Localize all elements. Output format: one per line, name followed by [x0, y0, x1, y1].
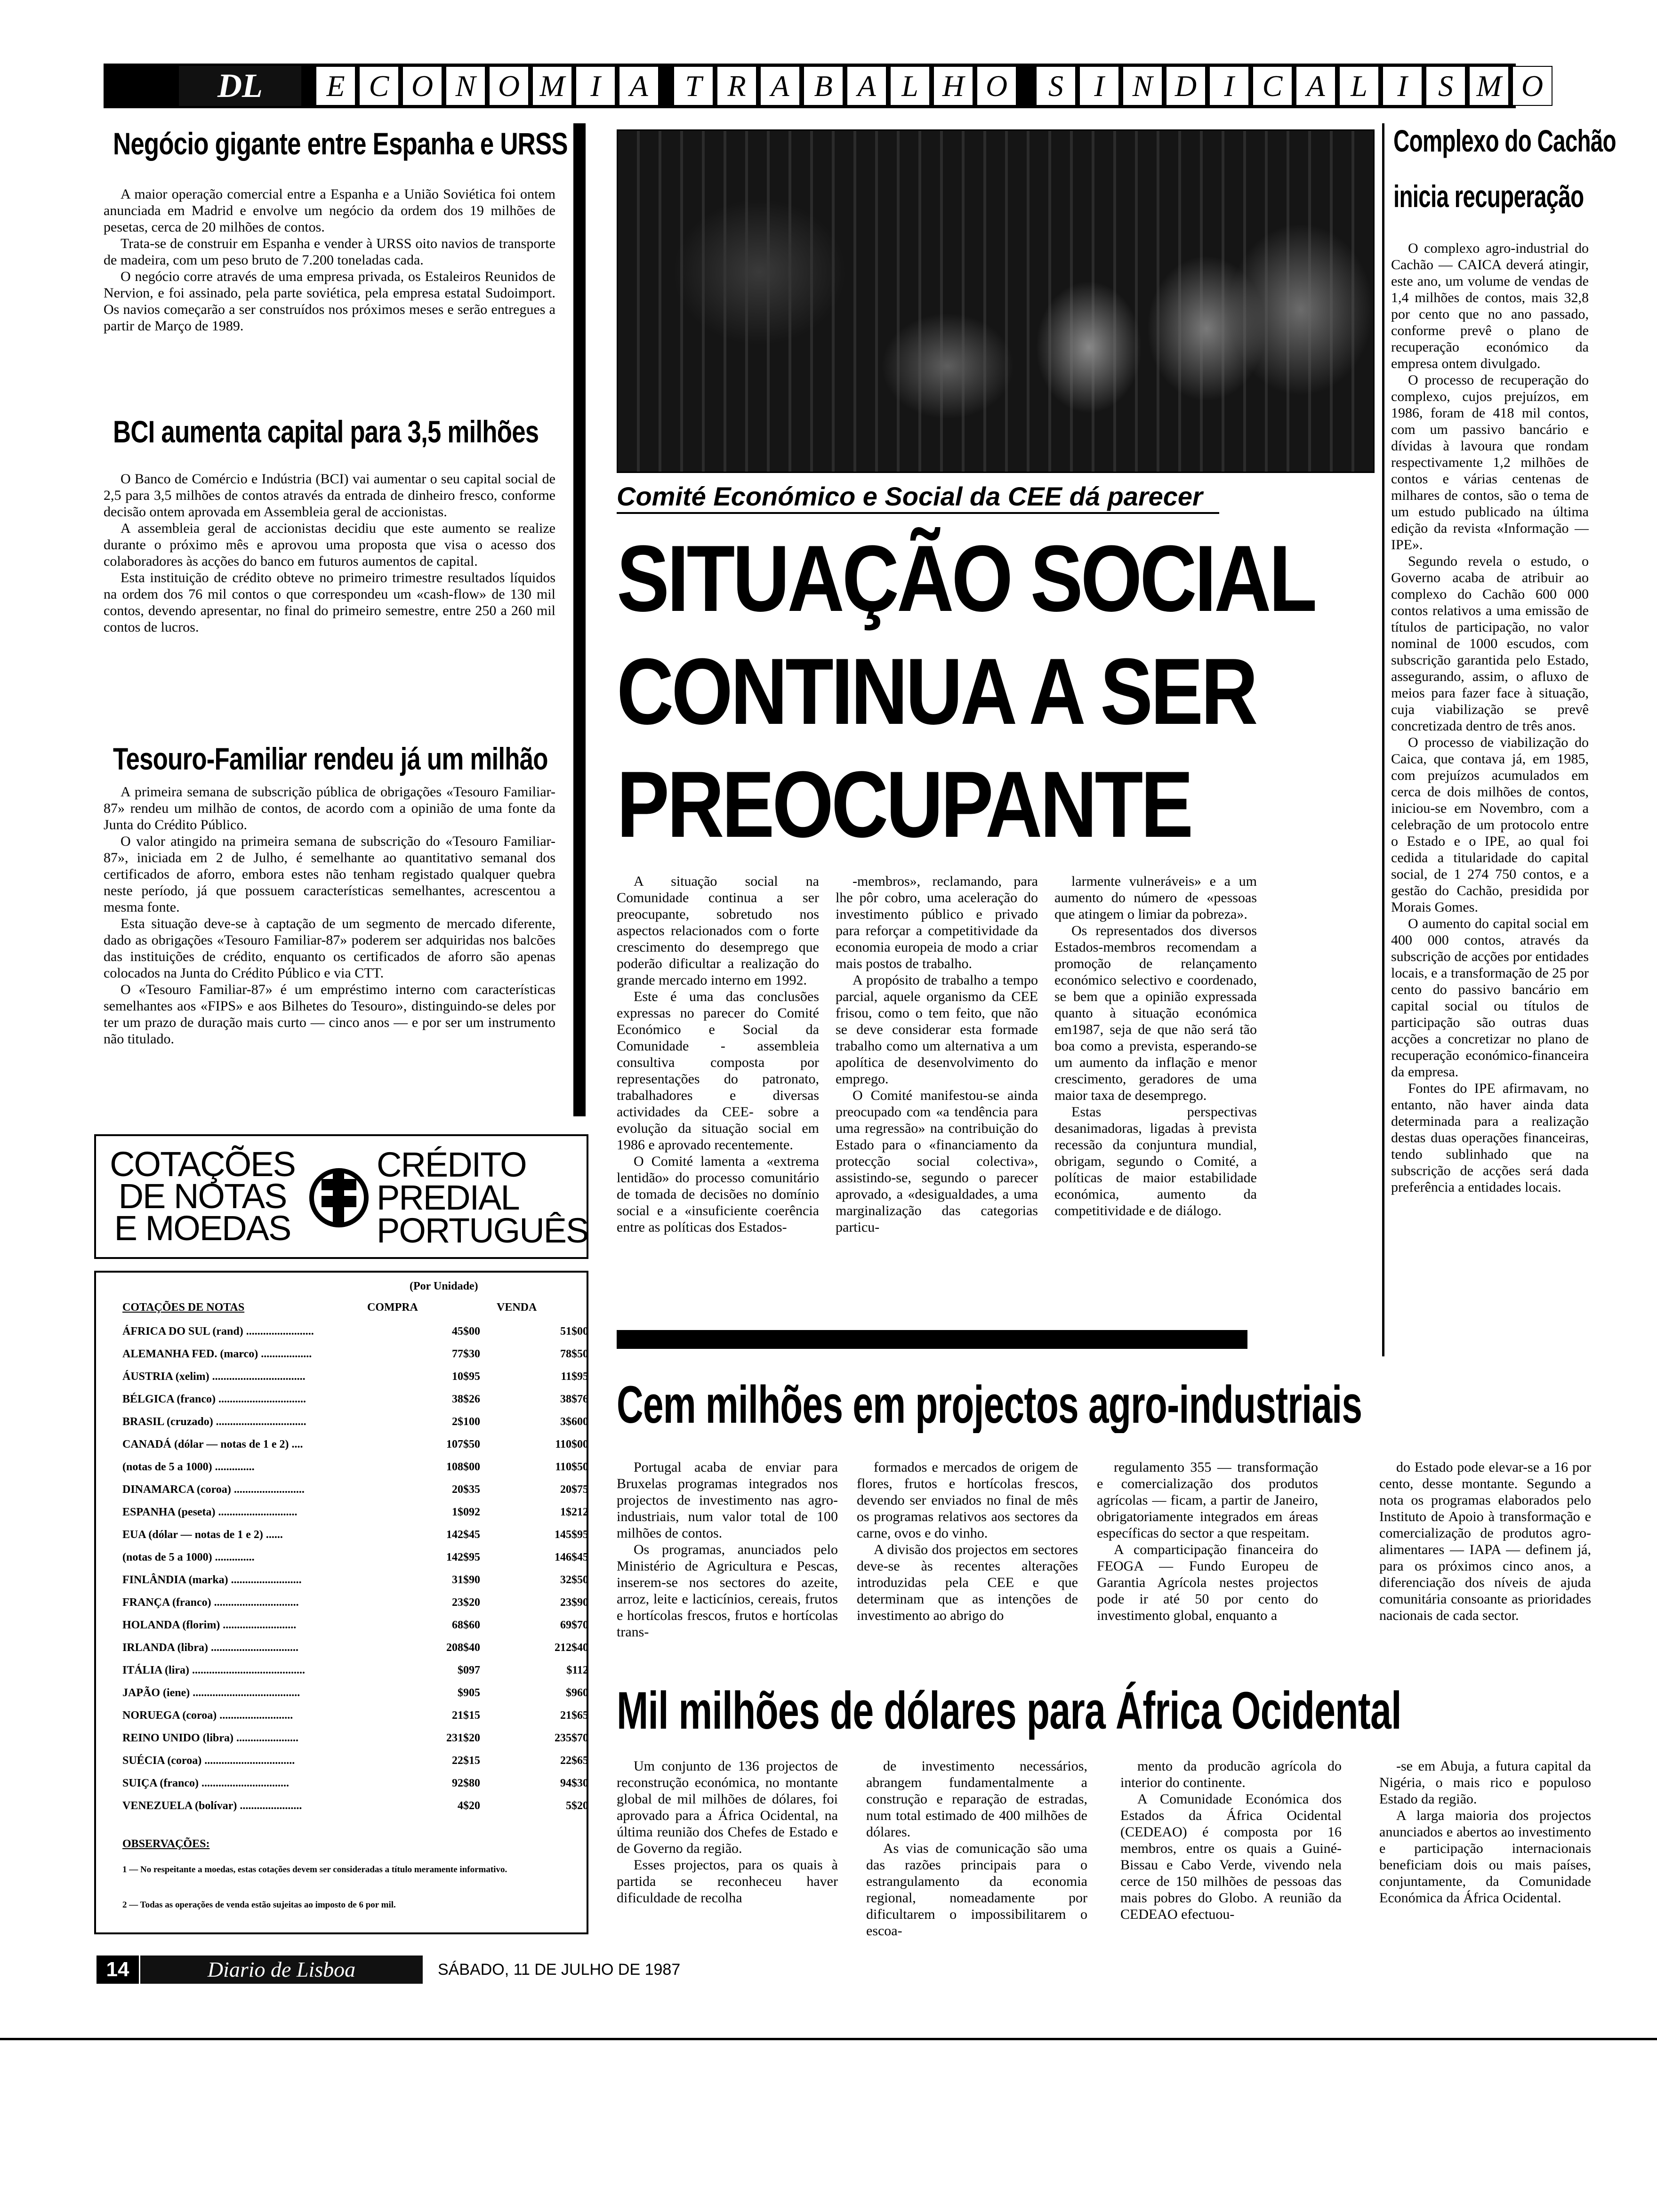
buy-rate: 20$35 [452, 1483, 480, 1496]
unit-note: (Por Unidade) [410, 1280, 478, 1292]
paragraph: -se em Abuja, a futura capital da Nigéria, o mais rico e populoso Estado da região. [1379, 1758, 1591, 1807]
paragraph: A Comunidade Económica dos Estados da África Ocidental (CEDEAO) é composta por 16 membros, entre os quais a Guiné-Bissau e Cabo Verde, vivendo nela cerce de 150 milhões de pessoas das mais pobres do Globo. A reunião da CEDEAO efectuou- [1120, 1791, 1342, 1922]
cee-col-1 [617, 873, 819, 1325]
paragraph: Um conjunto de 136 projectos de reconstrução económica, no montante global de mil milhões de dólares, foi aprovado para a África Ocidental, na última reunião dos Chefes de Estado e de Governo da região. [617, 1758, 838, 1856]
bci-body [104, 471, 555, 734]
currency-name: ESPANHA (peseta) ............................ [122, 1506, 298, 1518]
cee-kicker: Comité Económico e Social da CEE dá parecer [617, 481, 1203, 511]
rate-row [122, 1727, 588, 1749]
buy-rate: 208$40 [446, 1642, 480, 1654]
section-letter: B [803, 66, 844, 106]
paragraph: Portugal acaba de enviar para Bruxelas programas integrados nos projectos de investimento nas agro-industriais, num valor total de 100 milhões de contos. [617, 1459, 838, 1541]
section-letter: O [489, 66, 529, 106]
sell-rate: $112 [566, 1664, 588, 1676]
africa-col-2 [866, 1758, 1087, 1960]
cee-col-2 [836, 873, 1038, 1325]
cachao-body [1391, 240, 1589, 1360]
section-letter: A [846, 66, 887, 106]
section-letter: D [1166, 66, 1206, 106]
currency-name: (notas de 5 a 1000) .............. [122, 1551, 255, 1563]
paragraph: Trata-se de construir em Espanha e vender à URSS oito navios de transporte de madeira, com um peso bruto de 7.200 toneladas cada. [104, 236, 555, 268]
rate-row [122, 1749, 588, 1772]
paragraph: formados e mercados de origem de flores, frutos e hortícolas frescos, devendo ser enviados no final de mês os programas relativos aos sectores da carne, ovos e do vinho. [857, 1459, 1078, 1541]
bank-name [377, 1145, 588, 1250]
agro-col-3 [1097, 1459, 1318, 1675]
paragraph: O valor atingido na primeira semana de subscrição do «Tesouro Familiar-87», iniciada em 2 de Julho, é semelhante ao quantitativo semanal dos certificados de aforro, embora estes não tenham registado qualquer quebra neste período, já que possuem características semelhantes, acrescentou a mesma fonte. [104, 834, 555, 915]
section-letter: L [890, 66, 930, 106]
buy-rate: 21$15 [452, 1709, 480, 1722]
buy-rate: 2$100 [452, 1416, 480, 1428]
paragraph: O processo de recuperação do complexo, cujos prejuízos, em 1986, foram de 418 mil contos, com um passivo bancário e dívidas à lavoura que rondam respectivamente 1,2 milhões de contos e várias centenas de milhares de contos, são o tema de um estudo publicado na última edição da revista «Informação — IPE». [1391, 372, 1589, 553]
paragraph: O «Tesouro Familiar-87» é um empréstimo interno com características semelhantes aos «FIPS» e aos Bilhetes do Tesouro», distinguindo-se deles por ter um prazo de duração mais curto — cinco anos — e por ser um instrumento não titulado. [104, 982, 555, 1047]
currency-name: ALEMANHA FED. (marco) .................. [122, 1348, 312, 1360]
sell-rate: 11$95 [561, 1370, 588, 1383]
buy-rate: 23$20 [452, 1596, 480, 1609]
paragraph: O processo de viabilização do Caica, que contava já, em 1985, com prejuízos acumulados em cerca de dois milhões de contos, iniciou-se em Novembro, com a celebração de um protocolo entre o Estado e o IPE, ao qual foi cedida a titularidade do capital social, de 1 274 750 contos, e a gestão do Cachão, presidida por Morais Gomes. [1391, 735, 1589, 915]
sell-rate: $960 [566, 1687, 588, 1699]
section-economia [315, 66, 662, 106]
col-header-name: COTAÇÕES DE NOTAS [122, 1301, 245, 1314]
paragraph: -membros», reclamando, para lhe pôr cobro, uma aceleração do investimento público e privado para reforçar a competitividade da economia europeia de modo a criar mais postos de trabalho. [836, 874, 1038, 971]
paragraph: Os representados dos diversos Estados-membros recomendam a promoção de relançamento económico selectivo e coordenado, se bem que a opinião expressada quanto à situação económica em1987, seja de que não será tão boa como a prevista, esperando-se um aumento da inflação e menor crescimento, geradores de uma maior taxa de desemprego. [1054, 923, 1257, 1103]
sell-rate: 1$212 [560, 1506, 588, 1518]
rate-row [122, 1388, 588, 1411]
rate-row [122, 1411, 588, 1433]
sell-rate: 235$70 [555, 1732, 588, 1744]
paragraph: O complexo agro-industrial do Cachão — CAICA deverá atingir, este ano, um volume de vendas de 1,4 milhões de contos, mais 32,8 por cento que no ano passado, conforme prevê o plano de recuperação económico da empresa ontem divulgado. [1391, 240, 1589, 371]
rate-row [122, 1636, 588, 1659]
rate-row [122, 1501, 588, 1523]
bank-logo-icon [308, 1151, 370, 1245]
paragraph: A assembleia geral de accionistas decidiu que este aumento se realize durante o próximo mês e aprovou uma proposta que visa o acesso dos colaboradores às acções do banco em futuros aumentos de capital. [104, 521, 555, 569]
rate-row [122, 1659, 588, 1682]
buy-rate: 231$20 [446, 1732, 480, 1744]
rate-row [122, 1478, 588, 1501]
paragraph: O Comité lamenta a «extrema lentidão» do processo comunitário de tomada de decisões no domínio social e a «insuficiente coerência entre as políticas dos Estados- [617, 1154, 819, 1235]
rate-row [122, 1523, 588, 1546]
tesouro-title: Tesouro-Familiar rendeu já um milhão [113, 741, 548, 776]
section-letter: C [359, 66, 399, 106]
currency-name: DINAMARCA (coroa) ......................... [122, 1483, 305, 1496]
title-line: COTAÇÕES [110, 1145, 295, 1184]
section-letter: M [532, 66, 572, 106]
rate-row [122, 1343, 588, 1365]
paragraph: regulamento 355 — transformação e comercialização dos produtos agrícolas — ficam, a partir de Janeiro, obrigatoriamente integrados em áreas específicas do sector a que respeitam. [1097, 1459, 1318, 1541]
paragraph: O negócio corre através de uma empresa privada, os Estaleiros Reunidos de Nervion, e foi assinado, pela parte soviética, pela empresa estatal Sudoimport. Os navios começarão a ser construídos nos próximos meses e serão entregues a partir de Março de 1989. [104, 269, 555, 334]
rate-row [122, 1320, 588, 1343]
cachao-title-2: inicia recuperação [1393, 179, 1584, 214]
section-letter: H [933, 66, 973, 106]
obs-title: OBSERVAÇÕES: [122, 1838, 210, 1850]
bci-title: BCI aumenta capital para 3,5 milhões [113, 414, 539, 449]
section-letter: O [976, 66, 1017, 106]
buy-rate: 4$20 [458, 1800, 480, 1812]
paragraph: A primeira semana de subscrição pública de obrigações «Tesouro Familiar-87» rendeu um milhão de contos, de acordo com a opinião de uma fonte da Junta do Crédito Público. [104, 784, 555, 833]
rate-row [122, 1614, 588, 1636]
paragraph: O Banco de Comércio e Indústria (BCI) vai aumentar o seu capital social de 2,5 para 3,5 milhões de contos através da entrada de dinheiro fresco, conforme decisão ontem aprovada em Assembleia geral de accionistas. [104, 471, 555, 520]
currency-name: ÁFRICA DO SUL (rand) ........................ [122, 1325, 314, 1338]
sell-rate: 94$30 [560, 1777, 588, 1789]
africa-col-4 [1379, 1758, 1591, 1960]
rate-row [122, 1433, 588, 1456]
africa-col-1 [617, 1758, 838, 1960]
rate-row [122, 1365, 588, 1388]
title-line: DE NOTAS [118, 1177, 287, 1216]
urss-title: Negócio gigante entre Espanha e URSS [113, 126, 568, 161]
paragraph: mento da producão agrícola do interior do continente. [1120, 1758, 1342, 1790]
buy-rate: 108$00 [446, 1461, 480, 1473]
section-letter: R [716, 66, 757, 106]
section-letter: N [1122, 66, 1163, 106]
cee-headline-2: CONTINUA A SER [617, 639, 1256, 744]
sell-rate: 146$45 [555, 1551, 588, 1563]
title-line: E MOEDAS [114, 1209, 291, 1248]
currency-name: JAPÃO (iene) ...................................... [122, 1687, 300, 1699]
paragraph: A larga maioria dos projectos anunciados e abertos ao investimento e participação internacionais beneficiam dois ou mais países, conjuntamente, da Comunidade Económica da África Ocidental. [1379, 1808, 1591, 1906]
currency-name: ITÁLIA (lira) ........................................ [122, 1664, 306, 1676]
paragraph: de investimento necessários, abrangem fundamentalmente a construção e reparação de estradas, num total estimado de 400 milhões de dólares. [866, 1758, 1087, 1840]
currency-name: NORUEGA (coroa) .......................... [122, 1709, 293, 1722]
sell-rate: 69$70 [560, 1619, 588, 1631]
agro-col-1 [617, 1459, 838, 1675]
paragraph: A situação social na Comunidade continua a ser preocupante, sobretudo nos aspectos relacionados com o forte crescimento do desemprego que poderão dificultar a realização do grande mercado interno em 1992. [617, 874, 819, 988]
paragraph: Esses projectos, para os quais à partida se reconheceu haver dificuldade de recolha [617, 1857, 838, 1906]
sell-rate: 145$95 [555, 1529, 588, 1541]
paragraph: do Estado pode elevar-se a 16 por cento, desse montante. Segundo a nota os programas elaborados pelo Instituto de Apoio à transformação e comercialização de produtos agro-alimentares — IAPA — definem já, para os próximos cinco anos, a diferenciação dos níveis de ajuda comunitária consoante as prioridades nacionais de cada sector. [1379, 1459, 1591, 1623]
section-letter: E [315, 66, 356, 106]
section-letter: L [1339, 66, 1379, 106]
column-rule-left [573, 123, 586, 1116]
currency-name: BÉLGICA (franco) ............................... [122, 1393, 306, 1405]
obs-1: 1 — No respeitante a moedas, estas cotações devem ser consideradas a título meramente informativo. [122, 1865, 507, 1875]
buy-rate: 45$00 [452, 1325, 480, 1338]
section-letter: A [619, 66, 659, 106]
section-letter: I [1382, 66, 1423, 106]
buy-rate: $905 [458, 1687, 480, 1699]
sell-rate: 38$76 [560, 1393, 588, 1405]
section-letter: I [575, 66, 616, 106]
section-letter: A [760, 66, 800, 106]
buy-rate: 38$26 [452, 1393, 480, 1405]
africa-title: Mil milhões de dólares para África Ocidental [617, 1681, 1401, 1740]
newspaper-name: Diario de Lisboa [140, 1956, 423, 1984]
obs-2: 2 — Todas as operações de venda estão sujeitas ao imposto de 6 por mil. [122, 1900, 396, 1910]
paragraph: Fontes do IPE afirmavam, no entanto, não haver ainda data determinada para a realização destas duas operações financeiras, tendo sublinhado que na subscrição de acções será dada preferência a entidades locais. [1391, 1081, 1589, 1195]
black-bar [617, 1330, 1247, 1349]
sell-rate: 20$75 [560, 1483, 588, 1496]
buy-rate: 92$80 [452, 1777, 480, 1789]
sell-rate: 110$00 [555, 1438, 588, 1451]
paragraph: Este é uma das conclusões expressas no parecer do Comité Económico e Social da Comunidade - assembleia consultiva composta por representações do patronato, trabalhadores e diversas actividades da CEE- sobre a evolução da situação social em 1986 e aprovado recentemente. [617, 989, 819, 1153]
sell-rate: 23$90 [560, 1596, 588, 1609]
news-photo [617, 129, 1375, 473]
paragraph: A propósito de trabalho a tempo parcial, aquele organismo da CEE frisou, como o tem feito, que não se deve considerar esta formade trabalho como um alternativa a um apolítica de desenvolvimento do emprego. [836, 972, 1038, 1087]
rate-row [122, 1795, 588, 1817]
currency-name: (notas de 5 a 1000) .............. [122, 1461, 255, 1473]
buy-rate: 107$50 [446, 1438, 480, 1451]
bank-line: CRÉDITO [377, 1145, 526, 1184]
currency-name: CANADÁ (dólar — notas de 1 e 2) .... [122, 1438, 303, 1451]
currency-name: IRLANDA (libra) ............................... [122, 1642, 299, 1654]
rate-row [122, 1456, 588, 1478]
paragraph: O aumento do capital social em 400 000 contos, através da subscrição de acções por entidades locais, e a transformação de 25 por cento do passivo bancário em capital social ou títulos de participação são outras duas acções a concretizar no plano de recuperação económico-financeira da empresa. [1391, 916, 1589, 1080]
sell-rate: 110$50 [555, 1461, 588, 1473]
issue-date: SÁBADO, 11 DE JULHO DE 1987 [438, 1961, 681, 1979]
sell-rate: 78$50 [560, 1348, 588, 1360]
section-letter: T [673, 66, 714, 106]
paragraph: A comparticipação financeira do FEOGA — Fundo Europeu de Garantia Agrícola nestes projectos pode ir até 50 por cento do investimento global, enquanto a [1097, 1542, 1318, 1623]
cee-headline-1: SITUAÇÃO SOCIAL [617, 526, 1315, 631]
agro-col-4 [1379, 1459, 1591, 1675]
currency-name: SUIÇA (franco) ............................... [122, 1777, 289, 1789]
cee-col-3 [1054, 873, 1257, 1325]
rate-row [122, 1682, 588, 1704]
paragraph: Esta situação deve-se à captação de um segmento de mercado diferente, dado as obrigações «Tesouro Familiar-87» poderem ser adquiridas nos balcões das instituições de crédito, enquanto os certificados de aforro são apenas colocados na Junta do Crédito Público e via CTT. [104, 916, 555, 981]
buy-rate: 1$092 [452, 1506, 480, 1518]
paragraph: As vias de comunicação são uma das razões principais para o estrangulamento da economia regional, nomeadamente por dificultarem o impossibilitarem o escoa- [866, 1841, 1087, 1939]
paragraph: Estas perspectivas desanimadoras, ligadas à prevista recessão da conjuntura mundial, obrigam, segundo o Comité, a políticas de maior estabilidade económica, aumento da competitividade e de diálogo. [1054, 1104, 1257, 1218]
buy-rate: 31$90 [452, 1574, 480, 1586]
agro-title: Cem milhões em projectos agro-industriais [617, 1377, 1362, 1433]
section-letter: M [1469, 66, 1509, 106]
paragraph: Esta instituição de crédito obteve no primeiro trimestre resultados líquidos na ordem dos 76 mil contos o que correspondeu um «cash-flow» de 130 mil contos, devendo apresentar, no final do primeiro semestre, entre 250 a 260 mil contos de lucros. [104, 570, 555, 635]
paragraph: larmente vulneráveis» e a um aumento do número de «pessoas que atingem o limiar da pobreza». [1054, 874, 1257, 922]
currency-name: BRASIL (cruzado) ................................ [122, 1416, 306, 1428]
buy-rate: 68$60 [452, 1619, 480, 1631]
kicker-underline [617, 512, 1219, 514]
rate-row [122, 1569, 588, 1591]
currency-name: FRANÇA (franco) .............................. [122, 1596, 299, 1609]
currency-name: FINLÂNDIA (marka) ......................... [122, 1574, 302, 1586]
sell-rate: 3$600 [560, 1416, 588, 1428]
currency-name: ÁUSTRIA (xelim) ................................. [122, 1370, 306, 1383]
page-number: 14 [97, 1956, 139, 1984]
bank-line: PREDIAL [377, 1178, 519, 1217]
col-header-sell: VENDA [497, 1301, 537, 1314]
currency-name: VENEZUELA (bolívar) ...................... [122, 1800, 302, 1812]
rate-row [122, 1546, 588, 1569]
buy-rate: 142$45 [446, 1529, 480, 1541]
buy-rate: 142$95 [446, 1551, 480, 1563]
sell-rate: 32$50 [560, 1574, 588, 1586]
section-letter: S [1036, 66, 1076, 106]
sell-rate: 212$40 [555, 1642, 588, 1654]
sell-rate: 5$20 [566, 1800, 588, 1812]
section-trabalho [673, 66, 1020, 106]
tesouro-body [104, 784, 555, 1118]
section-sindicalismo [1036, 66, 1555, 106]
rate-row [122, 1704, 588, 1727]
rate-row [122, 1772, 588, 1795]
buy-rate: 22$15 [452, 1755, 480, 1767]
section-letter: S [1425, 66, 1466, 106]
masthead-logo: DL [179, 66, 301, 106]
currency-name: REINO UNIDO (libra) ...................... [122, 1732, 299, 1744]
section-letter: O [402, 66, 442, 106]
sell-rate: 21$65 [560, 1709, 588, 1722]
section-letter: N [445, 66, 486, 106]
paragraph: Segundo revela o estudo, o Governo acaba de atribuir ao complexo do Cachão 600 000 contos relativos a uma emissão de títulos de participação, no valor nominal de 1000 escudos, com subscrição garantida pelo Estado, assegurando, assim, o afluxo de meios para fazer face à situação, cuja viabilização se prevê concretizada dentro de três anos. [1391, 553, 1589, 734]
buy-rate: 77$30 [452, 1348, 480, 1360]
section-letter: C [1252, 66, 1293, 106]
urss-body [104, 186, 555, 398]
section-letter: O [1512, 66, 1552, 106]
cachao-title-1: Complexo do Cachão [1393, 123, 1616, 158]
paragraph: O Comité manifestou-se ainda preocupado com «a tendência para uma regressão» na contribuição do Estado para o «financiamento da protecção social colectiva», assistindo-se, segundo o parecer aprovado, a «desigualdades, a uma marginalização das categorias particu- [836, 1088, 1038, 1235]
rate-row [122, 1591, 588, 1614]
page-bottom-rule [0, 2038, 1657, 2040]
col-header-buy: COMPRA [367, 1301, 418, 1314]
cotacoes-title [101, 1145, 304, 1248]
section-letter: I [1209, 66, 1249, 106]
africa-col-3 [1120, 1758, 1342, 1960]
section-letter: A [1295, 66, 1336, 106]
currency-name: EUA (dólar — notas de 1 e 2) ...... [122, 1529, 283, 1541]
paragraph: A maior operação comercial entre a Espanha e a União Soviética foi ontem anunciada em Madrid e envolve um negócio da ordem dos 19 milhões de pesetas, cerca de 20 milhões de contos. [104, 186, 555, 235]
buy-rate: $097 [458, 1664, 480, 1676]
currency-name: SUÉCIA (coroa) ................................ [122, 1755, 295, 1767]
bank-line: PORTUGUÊS [377, 1211, 588, 1250]
agro-col-2 [857, 1459, 1078, 1675]
column-rule-right [1382, 123, 1384, 1356]
buy-rate: 10$95 [452, 1370, 480, 1383]
paragraph: Os programas, anunciados pelo Ministério de Agricultura e Pescas, inserem-se nos sectores do azeite, arroz, leite e lacticínios, cereais, frutos e hortícolas frescos, frutos e hortícolas trans- [617, 1542, 838, 1640]
sell-rate: 51$00 [560, 1325, 588, 1338]
cee-headline-3: PREOCUPANTE [617, 752, 1191, 857]
sell-rate: 22$65 [560, 1755, 588, 1767]
paragraph: A divisão dos projectos em sectores deve-se às recentes alterações introduzidas pela CEE e que determinam que as intenções de investimento ao abrigo do [857, 1542, 1078, 1623]
currency-name: HOLANDA (florim) .......................... [122, 1619, 297, 1631]
section-letter: I [1079, 66, 1119, 106]
